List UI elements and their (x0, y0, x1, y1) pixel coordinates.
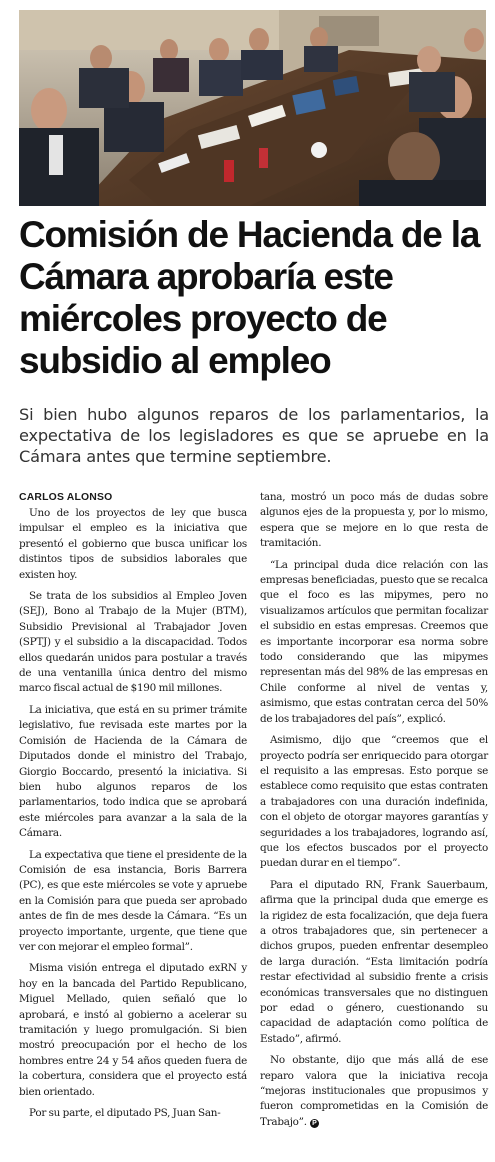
paragraph: “La principal duda dice relación con las empresas beneficiadas, puesto que se recalca que el foco es las mipymes, pero no visualizamos artículos que permitan focalizar el subsidio en estas empresas. Creemos que es importante incorporar esa norma sobre todo considerando que las mipymes representan más del 98% de las empresas en Chile conforme al nivel de ventas y, asimismo, que estas contratan cerca del 50% de los trabajadores del país”, explicó. (260, 558, 488, 725)
article-column-2 (260, 490, 488, 1158)
paragraph: tana, mostró un poco más de dudas sobre algunos ejes de la propuesta y, por lo mismo, espera que se mejore en lo que resta de tramitación. (260, 491, 488, 550)
paragraph-final-text: No obstante, dijo que más allá de ese reparo valora que la iniciativa recoja “mejoras institucionales que propusimos y fueron comprometidas en la Comisión de Trabajo”. (260, 1054, 488, 1128)
paragraph: La iniciativa, que está en su primer trámite legislativo, fue revisada este martes por la Comisión de Hacienda de la Cámara de Diputados donde el ministro del Trabajo, Giorgio Boccardo, presentó la iniciativa. Si bien hubo algunos reparos de los parlamentarios, todo indica que se aprobará este miércoles para avanzar a la sala de la Cámara. (19, 703, 247, 840)
paragraph-final (260, 1053, 488, 1130)
subheadline: Si bien hubo algunos reparos de los parlamentarios, la expectativa de los legisladores es que se apruebe en la Cámara antes que termine septiembre. (19, 405, 489, 466)
paragraph: Por su parte, el diputado PS, Juan San- (29, 1107, 221, 1120)
paragraph: Misma visión entrega el diputado exRN y hoy en la bancada del Partido Republicano, Miguel Mellado, quien señaló que lo aprobará, e instó al gobierno a acelerar su tramitación y luego promulgación. Si bien mostró preocupación por el hecho de los hombres entre 24 y 54 años queden fuera de la cobertura, considera que el proyecto está bien orientado. (19, 962, 247, 1098)
paragraph: Se trata de los subsidios al Empleo Joven (SEJ), Bono al Trabajo de la Mujer (BTM), Subsidio Previsional al Trabajador Joven (SPTJ) y el subsidio a la discapacidad. Todos ellos quedarán unidos para postular a través de una ventanilla única dentro del mismo marco fiscal actual de $190 mil millones. (19, 590, 247, 695)
article-body (19, 490, 488, 1158)
end-mark-icon: P (310, 1119, 319, 1128)
paragraph: Para el diputado RN, Frank Sauerbaum, afirma que la principal duda que emerge es la rigidez de esta focalización, que deja fuera a otros trabajadores que, sin pertenecer a dichos grupos, pueden enfrentar desempleo de larga duración. “Esta limitación podría restar efectividad al subsidio frente a crisis económicas transversales que no distinguen por edad o género, cuestionando su capacidad de adaptación como política de Estado”, afirmó. (260, 878, 488, 1045)
article-photo (19, 10, 486, 206)
byline: CARLOS ALONSO (19, 492, 113, 503)
paragraph: Asimismo, dijo que “creemos que el proyecto podría ser enriquecido para otorgar el requisito a las empresas. Esto porque se establece como requisito que estas contraten a trabajadores con una duración indefinida, con el objeto de otorgar mayores garantías y seguridades a los trabajadores, logrando así, que los efectos buscados por el proyecto puedan durar en el tiempo”. (260, 734, 488, 870)
article-column-1 (19, 490, 247, 1158)
paragraph: Uno de los proyectos de ley que busca impulsar el empleo es la iniciativa que presentó el gobierno que busca unificar los distintos tipos de subsidios laborales que existen hoy. (19, 507, 247, 581)
headline: Comisión de Hacienda de la Cámara aprobaría este miércoles proyecto de subsidio al empleo (19, 214, 480, 381)
paragraph: La expectativa que tiene el presidente de la Comisión de esa instancia, Boris Barrera (PC), es que este miércoles se vote y apruebe en la Comisión para que pueda ser aprobado antes de fin de mes desde la Cámara. “Es un proyecto importante, urgente, que tiene que ver con mejorar el empleo formal”. (19, 848, 247, 953)
